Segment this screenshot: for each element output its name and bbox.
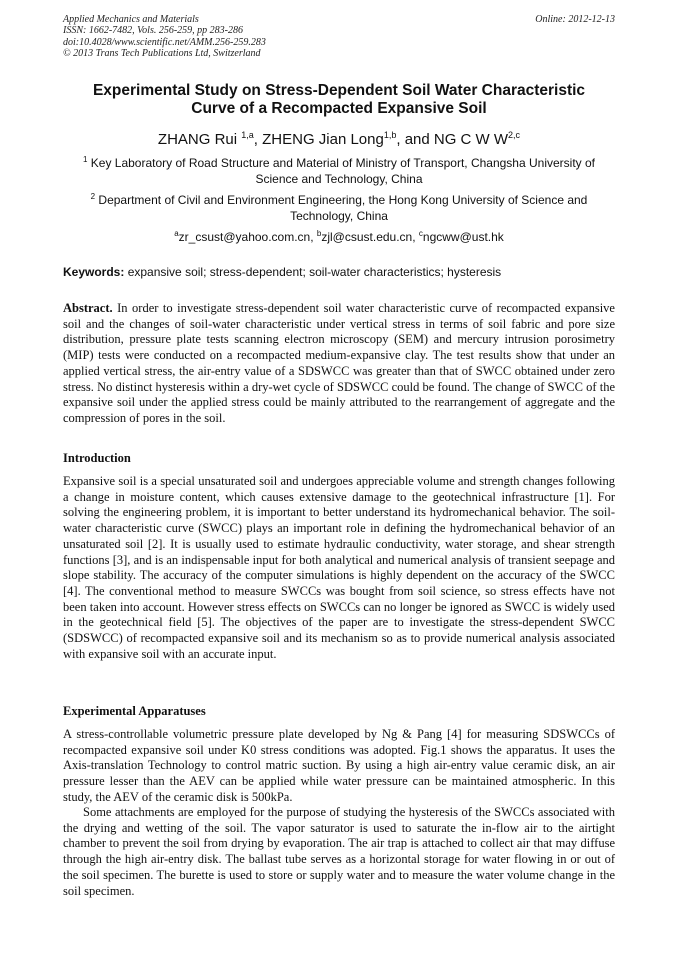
affiliation-2 xyxy=(63,192,615,224)
copyright-line: © 2013 Trans Tech Publications Ltd, Switzerland xyxy=(63,48,261,60)
online-date: Online: 2012-12-13 xyxy=(535,14,615,25)
paper-title xyxy=(63,82,615,118)
keywords-text: expansive soil; stress-dependent; soil-water characteristics; hysteresis xyxy=(124,265,502,279)
author-name: ZHANG Rui xyxy=(157,131,242,148)
author-list xyxy=(63,131,615,149)
email-link[interactable]: zjl@csust.edu.cn, xyxy=(321,230,419,244)
author-name: , and NG C W W xyxy=(396,131,509,148)
journal-name: Applied Mechanics and Materials xyxy=(63,14,199,25)
abstract xyxy=(63,301,615,427)
author-affil-sup: 2,c xyxy=(508,130,521,140)
title-line-2: Curve of a Recompacted Expansive Soil xyxy=(191,100,487,117)
journal-header xyxy=(63,14,615,60)
affiliation-number: 1 xyxy=(82,155,88,164)
abstract-text: In order to investigate stress-dependent soil water characteristic curve of recompacted expansive soil and the changes of soil-water characteristic under vertical stress in terms of soil fabric and pore size distribution, pressure plate tests scanning electron microscopy (SEM) and mercury intrusion porosimetry (MIP) tests were conducted on a recompacted medium-expansive clay. The test results show that under an applied vertical stress, the air-entry value of a SDSWCC was greater than that of SWCC obtained under zero stress. No distinct hysteresis within a dry-wet cycle of SDSWCC could be found. The change of SWCC of the expansive soil under the applied stress could be mainly attributed to the rearrangement of aggregate and the compression of pores in the soil. xyxy=(63,301,615,425)
introduction-paragraph: Expansive soil is a special unsaturated soil and undergoes appreciable volume and strength changes following a change in moisture content, which causes extensive damage to the geotechnical infrastructure [1]. For solving the engineering problem, it is important to better understand its hydromechanical behavior. The soil-water characteristic curve (SWCC) plays an important role in defining the hydromechanical behavior of an unsaturated soil [2]. It is usually used to estimate hydraulic conductivity, water storage, and shear strength functions [3], and is an indispensable input for both analytical and numerical analysis of transient seepage and slope stability. The accuracy of the computer simulations is highly dependent on the accuracy of the SWCC [4]. The conventional method to measure SWCCs was bought from soil science, so stress effects have not been taken into account. However stress effects on SWCCs can no longer be ignored as SWCC is widely used in the geotechnical field [5]. The objectives of the paper are to investigate the stress-dependent SWCC (SDSWCC) of recompacted expansive soil and its mechanism so as to provide numerical analysis associated with expansive soil with an accurate input. xyxy=(63,474,615,661)
doi-line: doi:10.4028/www.scientific.net/AMM.256-259.283 xyxy=(63,36,266,48)
email-link[interactable]: ngcww@ust.hk xyxy=(422,230,504,244)
email-sup: b xyxy=(316,229,322,238)
keywords-label: Keywords: xyxy=(63,265,125,279)
keywords xyxy=(63,264,615,280)
issn-line: ISSN: 1662-7482, Vols. 256-259, pp 283-286 xyxy=(63,25,243,37)
affiliation-1 xyxy=(63,155,615,187)
email-sup: c xyxy=(418,229,423,238)
author-affil-sup: 1,a xyxy=(241,130,254,140)
author-affil-sup: 1,b xyxy=(383,130,397,140)
affiliation-text: Key Laboratory of Road Structure and Material of Ministry of Transport, Changsha University of Science and Technology, China xyxy=(87,156,596,186)
section-heading-apparatuses: Experimental Apparatuses xyxy=(63,704,206,718)
apparatuses-paragraph-1: A stress-controllable volumetric pressure plate developed by Ng & Pang [4] for measuring SDSWCCs of recompacted expansive soil under K0 stress conditions was adopted. Fig.1 shows the apparatus. It uses the Axis-translation Technology to control matric suction. By using a high air-entry value ceramic disk, an air pressure lesser than the AEV can be applied while water pressure can be maintained atmospheric. In this study, the AEV of the ceramic disk is 500kPa. xyxy=(63,727,615,804)
affiliation-number: 2 xyxy=(90,192,96,201)
email-sup: a xyxy=(174,229,179,238)
affiliation-text: Department of Civil and Environment Engineering, the Hong Kong University of Science and Technology, China xyxy=(95,193,588,223)
section-heading-introduction: Introduction xyxy=(63,451,131,465)
abstract-label: Abstract. xyxy=(63,301,113,315)
apparatuses-paragraph-2: Some attachments are employed for the purpose of studying the hysteresis of the SWCCs associated with the drying and wetting of the soil. The vapor saturator is used to saturate the in-flow air to the airtight chamber to prevent the soil from drying by evaporation. The air trap is attached to collect air that may diffuse through the high air-entry disk. The ballast tube serves as a horizontal storage for water flowing in or out of the soil specimen. The burette is used to store or supply water and to measure the water volume change in the soil specimen. xyxy=(63,805,615,898)
email-link[interactable]: zr_csust@yahoo.com.cn, xyxy=(178,230,317,244)
author-name: , ZHENG Jian Long xyxy=(253,131,384,148)
author-emails xyxy=(63,229,615,245)
title-line-1: Experimental Study on Stress-Dependent Soil Water Characteristic xyxy=(92,82,586,99)
